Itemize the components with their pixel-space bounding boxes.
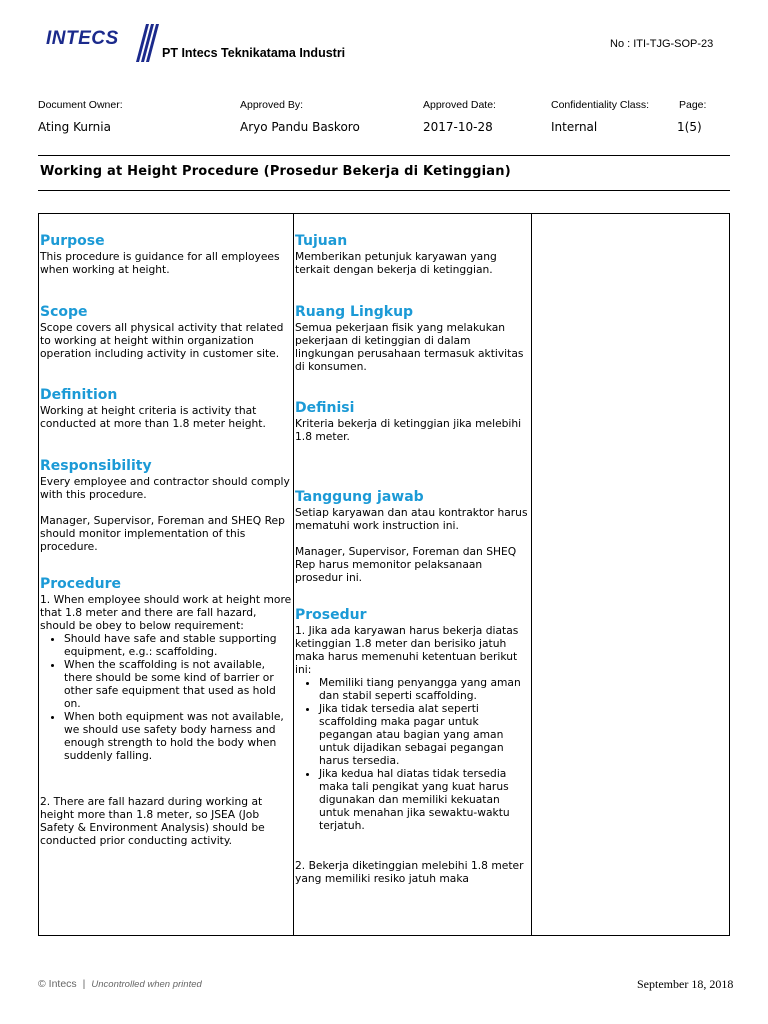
definisi-heading: Definisi — [295, 400, 355, 416]
confidentiality-value: Internal — [551, 120, 598, 134]
tanggung-jawab-text-1: Setiap karyawan dan atau kontraktor harus mematuhi work instruction ini. — [295, 506, 528, 532]
indonesian-column — [295, 233, 529, 885]
english-column — [40, 233, 292, 847]
approved-by-label: Approved By: — [240, 99, 304, 111]
responsibility-heading: Responsibility — [40, 458, 152, 474]
footer-date: September 18, 2018 — [637, 977, 734, 991]
scope-heading: Scope — [40, 304, 88, 320]
prosedur-item-2: 2. Bekerja diketinggian melebihi 1.8 meter yang memiliki resiko jatuh maka — [295, 859, 524, 885]
definition-heading: Definition — [40, 387, 118, 403]
procedure-heading: Procedure — [40, 576, 121, 592]
footer-separator: | — [82, 978, 86, 990]
prosedur-section — [295, 607, 529, 885]
responsibility-text-2: Manager, Supervisor, Foreman and SHEQ Rep should monitor implementation of this procedure. — [40, 514, 285, 553]
procedure-intro: 1. When employee should work at height more that 1.8 meter and there are fall hazard, should be obey to below requirement: — [40, 593, 292, 632]
definition-section — [40, 387, 292, 430]
purpose-section — [40, 233, 292, 276]
tanggung-jawab-text-2: Manager, Supervisor, Foreman dan SHEQ Rep harus memonitor pelaksanaan prosedur ini. — [295, 545, 517, 584]
company-name: PT Intecs Teknikatama Industri — [162, 46, 346, 60]
scope-text: Scope covers all physical activity that related to working at height within organization operation including activity in customer site. — [40, 321, 284, 360]
uncontrolled-notice: Uncontrolled when printed — [91, 979, 202, 990]
procedure-bullet-list — [40, 632, 292, 762]
procedure-bullet: • Should have safe and stable supporting equipment, e.g.: scaffolding. — [64, 632, 292, 658]
logo-stripes-icon — [132, 24, 160, 62]
column-divider-2 — [531, 213, 532, 936]
prosedur-heading: Prosedur — [295, 607, 367, 623]
company-logo — [46, 22, 158, 62]
purpose-heading: Purpose — [40, 233, 105, 249]
procedure-bullet: • When both equipment was not available, we should use safety body harness and enough strength to hold the body when suddenly falling. — [64, 710, 292, 762]
tanggung-jawab-heading: Tanggung jawab — [295, 489, 424, 505]
divider-top — [38, 155, 730, 156]
prosedur-bullet-list — [295, 676, 529, 832]
confidentiality-label: Confidentiality Class: — [551, 99, 650, 111]
prosedur-bullet: • Jika kedua hal diatas tidak tersedia maka tali pengikat yang kuat harus digunakan dan memiliki kekuatan untuk menahan jika sewaktu-waktu terjatuh. — [319, 767, 529, 832]
footer-left — [38, 978, 202, 990]
divider-bottom — [38, 190, 730, 191]
column-divider-1 — [293, 213, 294, 936]
ruang-lingkup-heading: Ruang Lingkup — [295, 304, 414, 320]
document-owner-label: Document Owner: — [38, 99, 123, 111]
prosedur-bullet: • Jika tidak tersedia alat seperti scaffolding maka pagar untuk pegangan atau bagian yang aman untuk dijadikan sebagai pegangan harus tersedia. — [319, 702, 529, 767]
procedure-bullet: • When the scaffolding is not available, there should be some kind of barrier or other safe equipment that used as hold on. — [64, 658, 292, 710]
document-number: No : ITI-TJG-SOP-23 — [610, 38, 714, 50]
document-owner-value: Ating Kurnia — [38, 120, 111, 134]
approved-date-value: 2017-10-28 — [423, 120, 493, 134]
purpose-text: This procedure is guidance for all employees when working at height. — [40, 250, 280, 276]
definition-text: Working at height criteria is activity that conducted at more than 1.8 meter height. — [40, 404, 266, 430]
definisi-section — [295, 400, 529, 443]
page-value: 1(5) — [677, 120, 702, 134]
procedure-item-2: 2. There are fall hazard during working at height more than 1.8 meter, so JSEA (Job Safety & Environment Analysis) should be conducted prior conducting activity. — [40, 795, 265, 847]
approved-date-label: Approved Date: — [423, 99, 496, 111]
definisi-text: Kriteria bekerja di ketinggian jika melebihi 1.8 meter. — [295, 417, 522, 443]
tujuan-text: Memberikan petunjuk karyawan yang terkait dengan bekerja di ketinggian. — [295, 250, 497, 276]
copyright-text: © Intecs — [38, 978, 77, 990]
logo-text: INTECS — [46, 28, 119, 49]
prosedur-intro: 1. Jika ada karyawan harus bekerja diatas ketinggian 1.8 meter dan berisiko jatuh maka harus memenuhi ketentuan berikut ini: — [295, 624, 519, 676]
approved-by-value: Aryo Pandu Baskoro — [240, 120, 360, 134]
page-label: Page: — [679, 99, 707, 111]
responsibility-text-1: Every employee and contractor should comply with this procedure. — [40, 475, 290, 501]
responsibility-section — [40, 458, 292, 553]
procedure-section — [40, 576, 292, 847]
scope-section — [40, 304, 292, 360]
prosedur-bullet: • Memiliki tiang penyangga yang aman dan stabil seperti scaffolding. — [319, 676, 529, 702]
tujuan-heading: Tujuan — [295, 233, 348, 249]
ruang-lingkup-section — [295, 304, 529, 373]
document-title: Working at Height Procedure (Prosedur Bekerja di Ketinggian) — [40, 164, 511, 179]
ruang-lingkup-text: Semua pekerjaan fisik yang melakukan pekerjaan di ketinggian di dalam lingkungan perusahaan termasuk aktivitas di konsumen. — [295, 321, 524, 373]
tujuan-section — [295, 233, 529, 276]
tanggung-jawab-section — [295, 489, 529, 584]
